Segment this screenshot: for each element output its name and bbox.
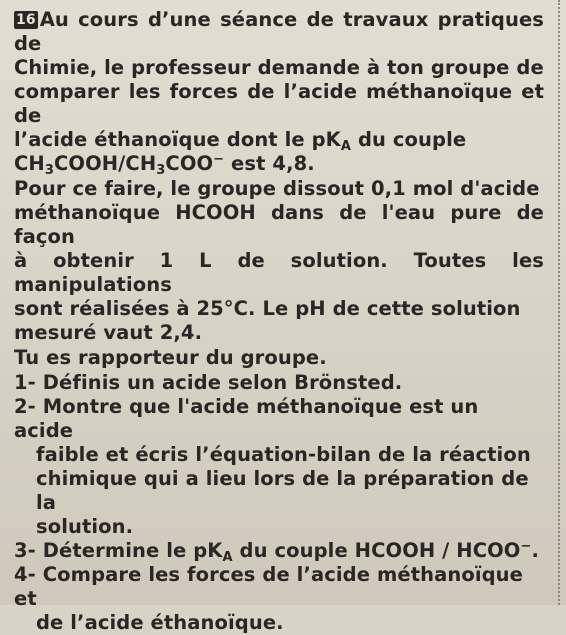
setup-line-5: mesuré vaut 2,4.: [14, 321, 203, 344]
question-1-text: 1- Définis un acide selon Brönsted.: [14, 371, 403, 394]
pka-subscript: A: [222, 550, 233, 565]
formula-tail: est 4,8.: [224, 152, 315, 175]
role-text: Tu es rapporteur du groupe.: [14, 346, 327, 369]
formula-part: CH: [14, 152, 45, 175]
pka-subscript: A: [340, 139, 352, 154]
intro-text-1: Au cours d’une séance de travaux pratiques de: [14, 8, 544, 55]
question-4-line-1: 4- Compare les forces de l’acide méthanoïque et: [14, 563, 523, 610]
question-3-text-b: du couple HCOOH / HCOO: [232, 539, 521, 562]
intro-line-1: [14, 8, 544, 56]
margin-dotted-rule: [558, 0, 560, 605]
question-2-line-3: chimique qui a lieu lors de la préparation de la: [36, 467, 529, 514]
formula-subscript: 3: [44, 163, 54, 178]
intro-paragraph: [14, 8, 544, 176]
intro-text-4b: du couple: [351, 128, 467, 151]
intro-line-3: comparer les forces de l’acide méthanoïque et de: [14, 80, 544, 127]
exercise-block: [14, 8, 544, 635]
question-2-line-1: 2- Montre que l'acide méthanoïque est un acide: [14, 395, 479, 442]
question-3-text-c: .: [531, 539, 539, 562]
question-4: [14, 563, 544, 635]
question-2-line-2: faible et écris l’équation-bilan de la réaction: [36, 443, 531, 466]
intro-text-4a: l’acide éthanoïque dont le pK: [14, 128, 341, 151]
intro-line-4: [14, 128, 544, 152]
setup-line-1: Pour ce faire, le groupe dissout 0,1 mol d'acide: [14, 177, 540, 200]
setup-line-2: méthanoïque HCOOH dans de l'eau pure de façon: [14, 201, 544, 248]
role-line: [14, 346, 544, 370]
intro-line-5: [14, 152, 544, 176]
intro-line-2: Chimie, le professeur demande à ton groupe de: [14, 56, 544, 79]
question-4-line-2: de l’acide éthanoïque.: [36, 611, 284, 634]
charge-superscript: −: [520, 539, 532, 554]
setup-line-3: à obtenir 1 L de solution. Toutes les manipulations: [14, 249, 544, 296]
setup-line-4: sont réalisées à 25°C. Le pH de cette solution: [14, 297, 521, 320]
question-2-line-4: solution.: [36, 515, 134, 538]
setup-paragraph: [14, 177, 544, 345]
exercise-number-badge: 16: [16, 12, 36, 28]
question-1: [14, 371, 544, 395]
question-3-line: [14, 539, 544, 563]
formula-part: COOH/CH: [54, 152, 157, 175]
formula-subscript: 3: [156, 163, 166, 178]
question-3-text-a: 3- Détermine le pK: [14, 539, 223, 562]
question-2: [14, 395, 544, 539]
question-3: [14, 539, 544, 563]
charge-superscript: −: [213, 152, 225, 167]
formula-part: COO: [165, 152, 214, 175]
